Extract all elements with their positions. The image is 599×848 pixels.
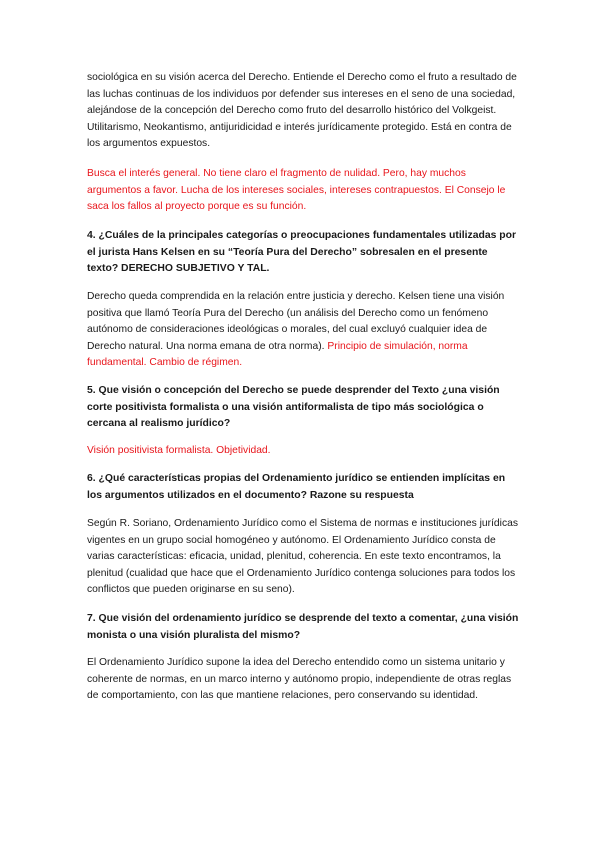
paragraph-general-interest-note: Busca el interés general. No tiene claro el fragmento de nulidad. Pero, hay muchos argumentos a favor. Lucha de los intereses sociales, intereses contrapuestos. El Consejo le saca los fallos al proyecto porque es su función.	[87, 168, 506, 213]
paragraph-sociological-view: sociológica en su visión acerca del Derecho. Entiende el Derecho como el fruto a resultado de las luchas continuas de los individuos por defender sus intereses en el seno de una sociedad, alejándose de la concepción del Derecho como fruto del desarrollo histórico del Volkgeist. Utilitarismo, Neokantismo, antijuridicidad e interés jurídicamente protegido. Está en contra de los argumentos expuestos.	[87, 72, 517, 150]
answer-4-text: Derecho queda comprendida en la relación entre justicia y derecho. Kelsen tiene una visión positiva que llamó Teoría Pura del Derecho (un análisis del Derecho como un fenómeno autónomo de consideraciones ideológicas o morales, del cual excluyó cualquier idea de Derecho natural. Una norma emana de otra norma).	[87, 291, 505, 352]
question-6: 6. ¿Qué características propias del Ordenamiento jurídico se entienden implícitas en los argumentos utilizados en el documento? Razone su respuesta	[87, 473, 506, 501]
answer-7: El Ordenamiento Jurídico supone la idea del Derecho entendido como un sistema unitario y coherente de normas, en un marco interno y autónomo propio, independiente de otras reglas de comportamiento, con las que mantiene relaciones, pero conservando su identidad.	[87, 657, 512, 702]
question-5: 5. Que visión o concepción del Derecho se puede desprender del Texto ¿una visión corte positivista formalista o una visión antiformalista de tipo más sociológica o cercana al realismo jurídico?	[87, 385, 500, 430]
question-4: 4. ¿Cuáles de la principales categorías o preocupaciones fundamentales utilizadas por el jurista Hans Kelsen en su “Teoría Pura del Derecho” sobresalen en el presente texto? DERECHO SUBJETIVO Y TAL.	[87, 230, 517, 275]
answer-4	[87, 289, 519, 372]
answer-5: Visión positivista formalista. Objetividad.	[87, 445, 271, 456]
question-7: 7. Que visión del ordenamiento jurídico se desprende del texto a comentar, ¿una visión monista o una visión pluralista del mismo?	[87, 613, 519, 641]
answer-6: Según R. Soriano, Ordenamiento Jurídico como el Sistema de normas e instituciones jurídicas vigentes en un grupo social homogéneo y autónomo. El Ordenamiento Jurídico consta de varias características: eficacia, unidad, plenitud, coherencia. En este texto encontramos, la plenitud (cualidad que hace que el Ordenamiento Jurídico contenga soluciones para todos los conflictos que pueden originarse en su seno).	[87, 518, 518, 596]
answer-4-red-note: Principio de simulación, norma fundamental. Cambio de régimen.	[87, 340, 468, 369]
